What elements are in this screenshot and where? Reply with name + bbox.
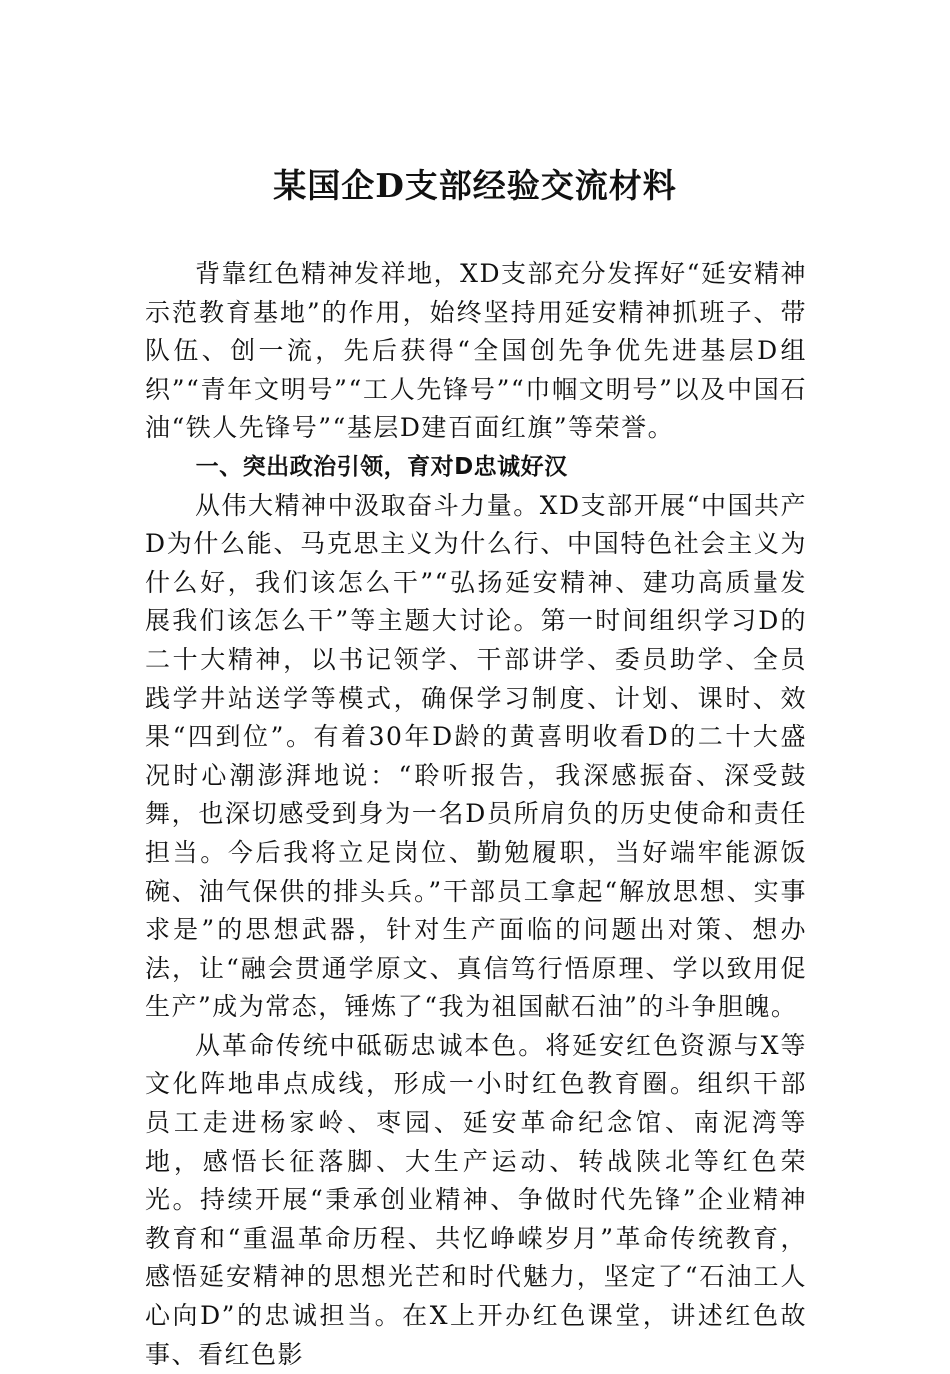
intro-paragraph: 背靠红色精神发祥地，XD支部充分发挥好“延安精神示范教育基地”的作用，始终坚持用延安精神抓班子、带队伍、创一流，先后获得“全国创先争优先进基层D组织”“青年文明号”“工人先锋号”“巾帼文明号”以及中国石油“铁人先锋号”“基层D建百面红旗”等荣誉。 bbox=[145, 259, 807, 443]
document-body bbox=[145, 255, 807, 1374]
document-title: 某国企D支部经验交流材料 bbox=[273, 166, 677, 205]
body-paragraph-2: 从革命传统中砥砺忠诚本色。将延安红色资源与X等文化阵地串点成线，形成一小时红色教育圈。组织干部员工走进杨家岭、枣园、延安革命纪念馆、南泥湾等地，感悟长征落脚、大生产运动、转战陕北等红色荣光。持续开展“秉承创业精神、争做时代先锋”企业精神教育和“重温革命历程、共忆峥嵘岁月”革命传统教育，感悟延安精神的思想光芒和时代魅力，坚定了“石油工人心向D”的忠诚担当。在X上开办红色课堂，讲述红色故事、看红色影 bbox=[145, 1030, 807, 1369]
body-paragraph-1: 从伟大精神中汲取奋斗力量。XD支部开展“中国共产D为什么能、马克思主义为什么行、中国特色社会主义为什么好，我们该怎么干”“弘扬延安精神、建功高质量发展我们该怎么干”等主题大讨论。第一时间组织学习D的二十大精神，以书记领学、干部讲学、委员助学、全员践学井站送学等模式，确保学习制度、计划、课时、效果“四到位”。有着30年D龄的黄喜明收看D的二十大盛况时心潮澎湃地说：“聆听报告，我深感振奋、深受鼓舞，也深切感受到身为一名D员所肩负的历史使命和责任担当。今后我将立足岗位、勤勉履职，当好端牢能源饭碗、油气保供的排头兵。”干部员工拿起“解放思想、实事求是”的思想武器，针对生产面临的问题出对策、想办法，让“融会贯通学原文、真信笃行悟原理、学以致用促生产”成为常态，锤炼了“我为祖国献石油”的斗争胆魄。 bbox=[145, 490, 807, 1022]
section-heading: 一、突出政治引领，育对D忠诚好汉 bbox=[195, 453, 568, 480]
